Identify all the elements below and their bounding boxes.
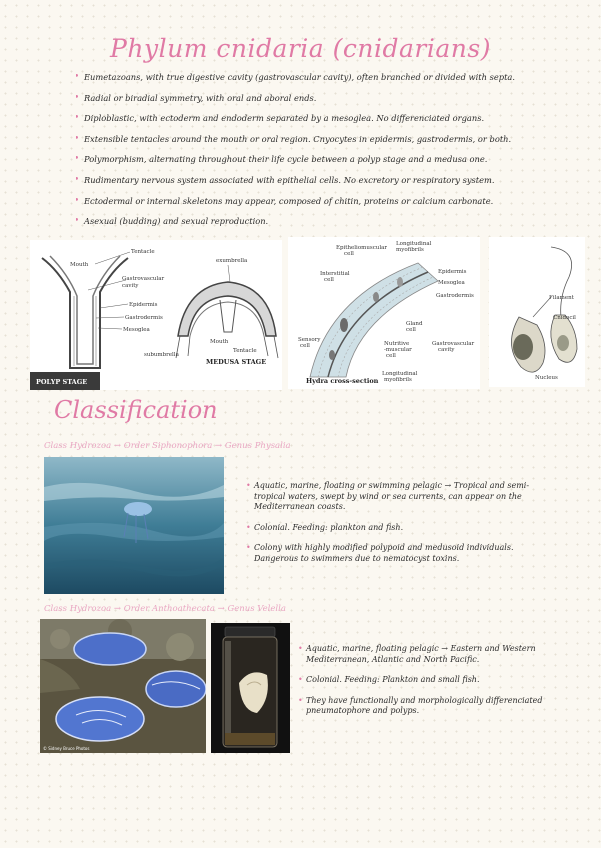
- svg-text:Epidermis: Epidermis: [129, 302, 158, 308]
- svg-text:Longitudinal: Longitudinal: [396, 241, 432, 247]
- list-item: • They have functionally and morphologically differenciated pneumatophore and polyps.: [298, 696, 570, 717]
- taxonomy-path-velella: Class Hydrozoa → Order Anthoathecata → Genus Velella: [44, 604, 286, 614]
- svg-text:Longitudinal: Longitudinal: [382, 371, 418, 377]
- list-item: • Colony with highly modified polypoid and medusoid individuals. Dangerous to swimmers due to nematocyst toxins.: [246, 543, 536, 564]
- svg-text:Mouth: Mouth: [70, 262, 89, 268]
- list-item: • Polymorphism, alternating throughout their life cycle between a polyp stage and a medusa one.: [76, 154, 546, 175]
- svg-text:Epidermis: Epidermis: [438, 269, 467, 275]
- svg-text:Hydra cross-section: Hydra cross-section: [306, 377, 379, 385]
- svg-text:cavity: cavity: [122, 283, 139, 289]
- characteristics-list: [76, 72, 546, 237]
- svg-text:Tentacle: Tentacle: [233, 348, 257, 354]
- taxonomy-path-physalia: Class Hydrozoa → Order Siphonophora → Genus Physalia: [44, 441, 291, 451]
- physalia-photo: [44, 457, 224, 594]
- list-item: • Colonial. Feeding: Plankton and small fish.: [298, 675, 570, 686]
- svg-text:Nucleus: Nucleus: [535, 375, 558, 381]
- svg-text:myofibrils: myofibrils: [396, 247, 424, 253]
- photo-credit: © Sidney Bruce Photos: [43, 746, 90, 751]
- polyp-medusa-figure: [30, 240, 282, 390]
- svg-text:Gastrodermis: Gastrodermis: [125, 315, 163, 321]
- svg-text:POLYP STAGE: POLYP STAGE: [36, 378, 88, 386]
- svg-text:Gland: Gland: [406, 321, 423, 327]
- svg-text:Epitheliomuscular: Epitheliomuscular: [336, 245, 388, 251]
- velella-description: [298, 644, 570, 727]
- svg-text:Mesoglea: Mesoglea: [438, 280, 465, 286]
- svg-text:cell: cell: [386, 353, 396, 359]
- page-title: Phylum cnidaria (cnidarians): [110, 34, 491, 63]
- svg-text:myofibrils: myofibrils: [384, 377, 412, 383]
- list-item: • Rudimentary nervous system associated with epithelial cells. No excretory or respiratory system.: [76, 175, 546, 196]
- svg-text:Mouth: Mouth: [210, 339, 229, 345]
- hydra-cross-section-figure: [288, 237, 480, 389]
- list-item: • Asexual (budding) and sexual reproduction.: [76, 216, 546, 237]
- classification-heading: Classification: [54, 396, 218, 424]
- svg-text:-muscular: -muscular: [384, 347, 412, 353]
- list-item: • Extensible tentacles around the mouth or oral region. Cnyocytes in epidermis, gastrodermis, or both.: [76, 134, 546, 155]
- list-item: • Aquatic, marine, floating pelagic → Eastern and Western Mediterranean, Atlantic and North Pacific.: [298, 644, 570, 665]
- svg-text:Gastrovascular: Gastrovascular: [432, 341, 475, 347]
- list-item: • Diploblastic, with ectoderm and endoderm separated by a mesoglea. No differenciated organs.: [76, 113, 546, 134]
- list-item: • Radial or biradial symmetry, with oral and aboral ends.: [76, 93, 546, 114]
- list-item: • Colonial. Feeding: plankton and fish.: [246, 523, 536, 534]
- cnidocyte-figure: [489, 237, 585, 387]
- physalia-description: [246, 481, 536, 574]
- svg-text:Cnidocil: Cnidocil: [553, 315, 576, 321]
- svg-text:Interstitial: Interstitial: [320, 271, 350, 277]
- svg-text:Gastrodermis: Gastrodermis: [436, 293, 474, 299]
- velella-photo: [40, 619, 206, 753]
- svg-text:Gastrovascular: Gastrovascular: [122, 276, 165, 282]
- svg-text:Nutritive: Nutritive: [384, 341, 410, 347]
- velella-specimen-photo: [211, 623, 290, 753]
- svg-text:MEDUSA STAGE: MEDUSA STAGE: [206, 358, 267, 366]
- svg-text:cell: cell: [300, 343, 310, 349]
- svg-text:Tentacle: Tentacle: [131, 249, 155, 255]
- svg-text:cell: cell: [406, 327, 416, 333]
- svg-text:cell: cell: [324, 277, 334, 283]
- list-item: • Ectodermal or internal skeletons may appear, composed of chitin, proteins or calcium carbonate.: [76, 196, 546, 217]
- list-item: • Eumetazoans, with true digestive cavity (gastrovascular cavity), often branched or divided with septa.: [76, 72, 546, 93]
- svg-text:exumbrella: exumbrella: [216, 258, 248, 264]
- svg-text:cell: cell: [344, 251, 354, 257]
- svg-text:cavity: cavity: [438, 347, 455, 353]
- svg-text:Sensory: Sensory: [298, 337, 321, 343]
- svg-text:Mesoglea: Mesoglea: [123, 327, 150, 333]
- svg-text:subumbrella: subumbrella: [144, 352, 179, 358]
- list-item: • Aquatic, marine, floating or swimming pelagic → Tropical and semi-tropical waters, swept by wind or sea currents, can appear on the Mediterranean coasts.: [246, 481, 536, 513]
- svg-text:Filament: Filament: [549, 295, 574, 301]
